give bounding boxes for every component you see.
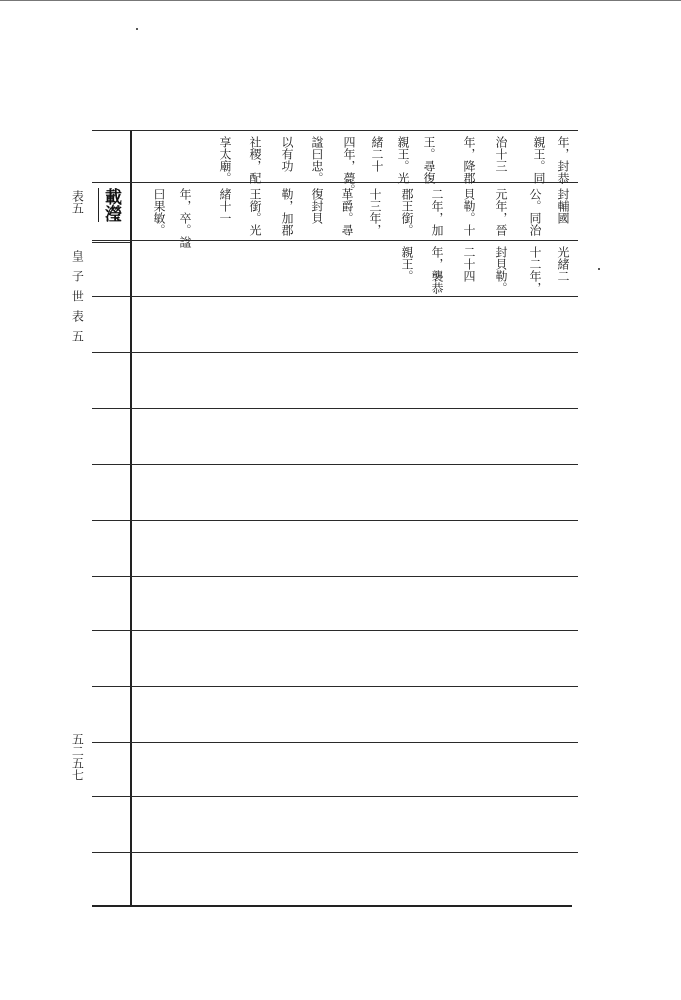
row-rule bbox=[92, 130, 578, 131]
row2-col: 復封貝 bbox=[310, 188, 324, 224]
row-rule bbox=[92, 686, 578, 687]
page-number-text: 五二五七 bbox=[70, 733, 85, 781]
row-rule bbox=[92, 464, 578, 465]
row-rule bbox=[92, 240, 578, 241]
row3-col: 年，襲恭 bbox=[430, 246, 444, 294]
row1-col: 治十三 bbox=[494, 136, 508, 172]
row-rule bbox=[92, 630, 578, 631]
row2-col: 封輔國 bbox=[556, 188, 570, 224]
row1-col: 年，封恭 bbox=[556, 136, 570, 184]
table-left-border bbox=[130, 130, 132, 906]
row-rule bbox=[92, 296, 578, 297]
row2-col: 緒十一 bbox=[218, 188, 232, 224]
row1-col: 諡曰忠。 bbox=[310, 136, 324, 184]
row3-col: 十二年， bbox=[528, 246, 542, 294]
row2-col: 革爵。尋 bbox=[340, 188, 354, 236]
row2-col: 郡王銜。 bbox=[400, 188, 414, 236]
running-head-title-text: 皇子世表五 bbox=[70, 250, 85, 350]
row2-col: 貝勒。十 bbox=[462, 188, 476, 236]
row1-col: 親王。同 bbox=[532, 136, 546, 184]
row2-col: 二年，加 bbox=[430, 188, 444, 236]
row1-col: 社稷，配 bbox=[248, 136, 262, 184]
speck-mark bbox=[136, 28, 138, 30]
row2-col: 王銜。光 bbox=[248, 188, 262, 236]
row2-col: 公。同治 bbox=[528, 188, 542, 236]
page-top-edge bbox=[0, 0, 681, 1]
row-rule bbox=[92, 352, 578, 353]
row-rule bbox=[92, 576, 578, 577]
running-head-section bbox=[68, 190, 85, 214]
row-rule bbox=[92, 182, 578, 183]
running-head-title bbox=[68, 250, 85, 350]
row-rule bbox=[92, 742, 578, 743]
speck-mark bbox=[598, 268, 600, 270]
row1-col: 四年，薨。 bbox=[342, 136, 356, 196]
row2-col: 勒，加郡 bbox=[280, 188, 294, 236]
table-bottom-rule bbox=[92, 905, 572, 907]
row3-col: 二十四 bbox=[462, 246, 476, 282]
row1-col: 親王。光 bbox=[396, 136, 410, 184]
row1-col: 享太廟。 bbox=[218, 136, 232, 184]
genealogy-table bbox=[92, 130, 578, 908]
row2-col: 元年，晉 bbox=[494, 188, 508, 236]
running-head-section-text: 表五 bbox=[70, 190, 85, 214]
person-name: 載瀅 bbox=[98, 188, 120, 222]
row3-col: 封貝勒。 bbox=[494, 246, 508, 294]
row-rule bbox=[92, 796, 578, 797]
row1-col: 以有功 bbox=[280, 136, 294, 172]
row3-col: 光緒二 bbox=[556, 246, 570, 282]
page-number bbox=[68, 733, 85, 781]
row-rule bbox=[92, 852, 578, 853]
row1-col: 王。尋復 bbox=[422, 136, 436, 184]
row1-col: 緒二十 bbox=[370, 136, 384, 172]
row2-col: 年，卒。諡 bbox=[178, 188, 192, 248]
row-rule bbox=[92, 408, 578, 409]
row3-col: 親王。 bbox=[400, 246, 414, 282]
row2-col: 十三年， bbox=[368, 188, 382, 236]
row-rule bbox=[92, 520, 578, 521]
row1-col: 年，降郡 bbox=[462, 136, 476, 184]
row2-col: 曰果敏。 bbox=[152, 188, 166, 236]
row-rule-margin bbox=[92, 242, 130, 243]
